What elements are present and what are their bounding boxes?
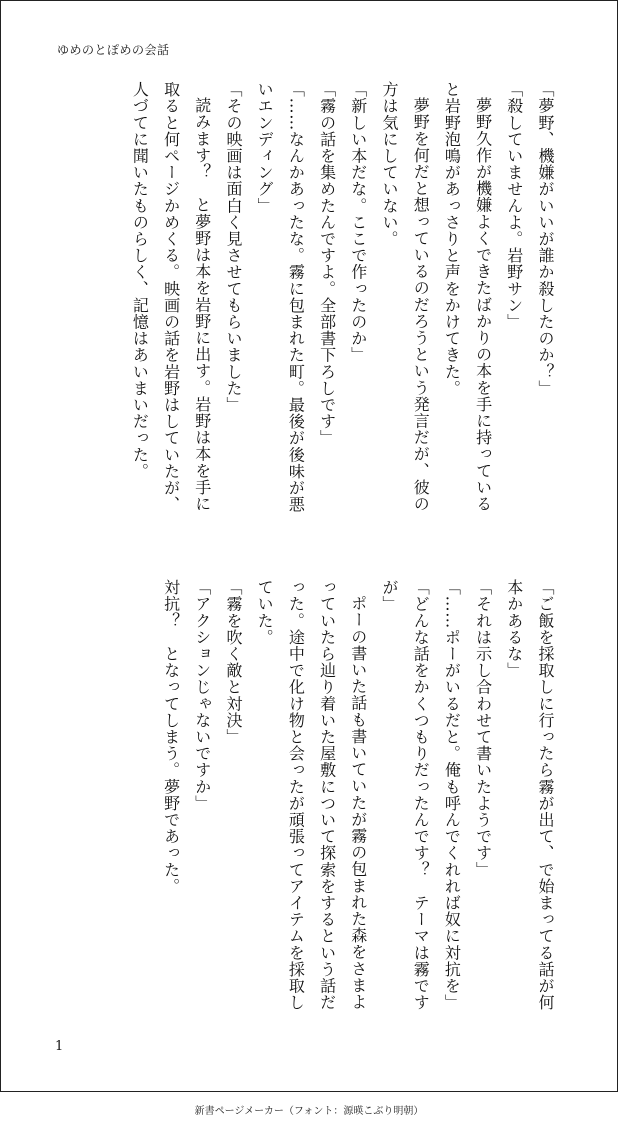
paragraph: 「……なんかあったな。霧に包まれた町。最後が後味が悪いエンディング」 [255,81,306,513]
page-number: 1 [55,1039,64,1054]
paragraph: 「霧を吹く敵と対決」 [223,579,243,745]
paragraph: 「アクションじゃないですか」 [192,579,212,812]
text-block-bottom [155,579,561,1019]
paragraph: 「殺していませんよ。岩野サン」 [504,81,524,330]
paragraph: 「……ポーがいるだと。俺も呼んでくれれば奴に対抗を」 [442,579,462,1011]
page-header-title: ゆめのとぽめの会話 [57,43,170,57]
paragraph: 「それは示し合わせて書いたようです」 [473,579,493,878]
text-block-top [124,81,561,521]
paragraph: 「どんな話をかくつもりだったんです？ テーマは霧ですが」 [379,579,431,1011]
footer-credit: 新書ページメーカー（フォント：源暎こぶり明朝） [194,1106,424,1117]
paragraph: 対抗？ となってしまう。夢野であった。 [161,579,181,895]
paragraph: 「夢野、機嫌がいいが誰か殺したのか？」 [536,81,555,397]
paragraph: 読みます？ と夢野は本を岩野に出す。岩野は本を手に取ると何ページかめくる。映画の話を岩野はしていたが、人づてに聞いたものらしく、記憶はあいまいだった。 [130,81,212,513]
paragraph: 夢野久作が機嫌よくできたばかりの本を手に持っていると岩野泡鳴があっさりと声をかけてきた。 [442,81,493,512]
paragraph: 夢野を何だと想っているのだろうという発言だが、彼の方は気にしていない。 [379,81,431,512]
paragraph: 「霧の話を集めたんですよ。全部書下ろしです」 [317,81,337,447]
paragraph: 「ご飯を採取しに行ったら霧が出て、で始まってる話が何本かあるな」 [504,579,555,1011]
paragraph: 「その映画は面白く見させてもらいました」 [223,81,243,413]
paragraph: 「新しい本だな。ここで作ったのか」 [348,81,368,364]
paragraph: ポーの書いた話も書いていたが霧の包まれた森をさまよっていたら辿り着いた屋敷について探索をするという話だった。途中で化け物と会ったが頑張ってアイテムを採取していた。 [255,579,368,1011]
